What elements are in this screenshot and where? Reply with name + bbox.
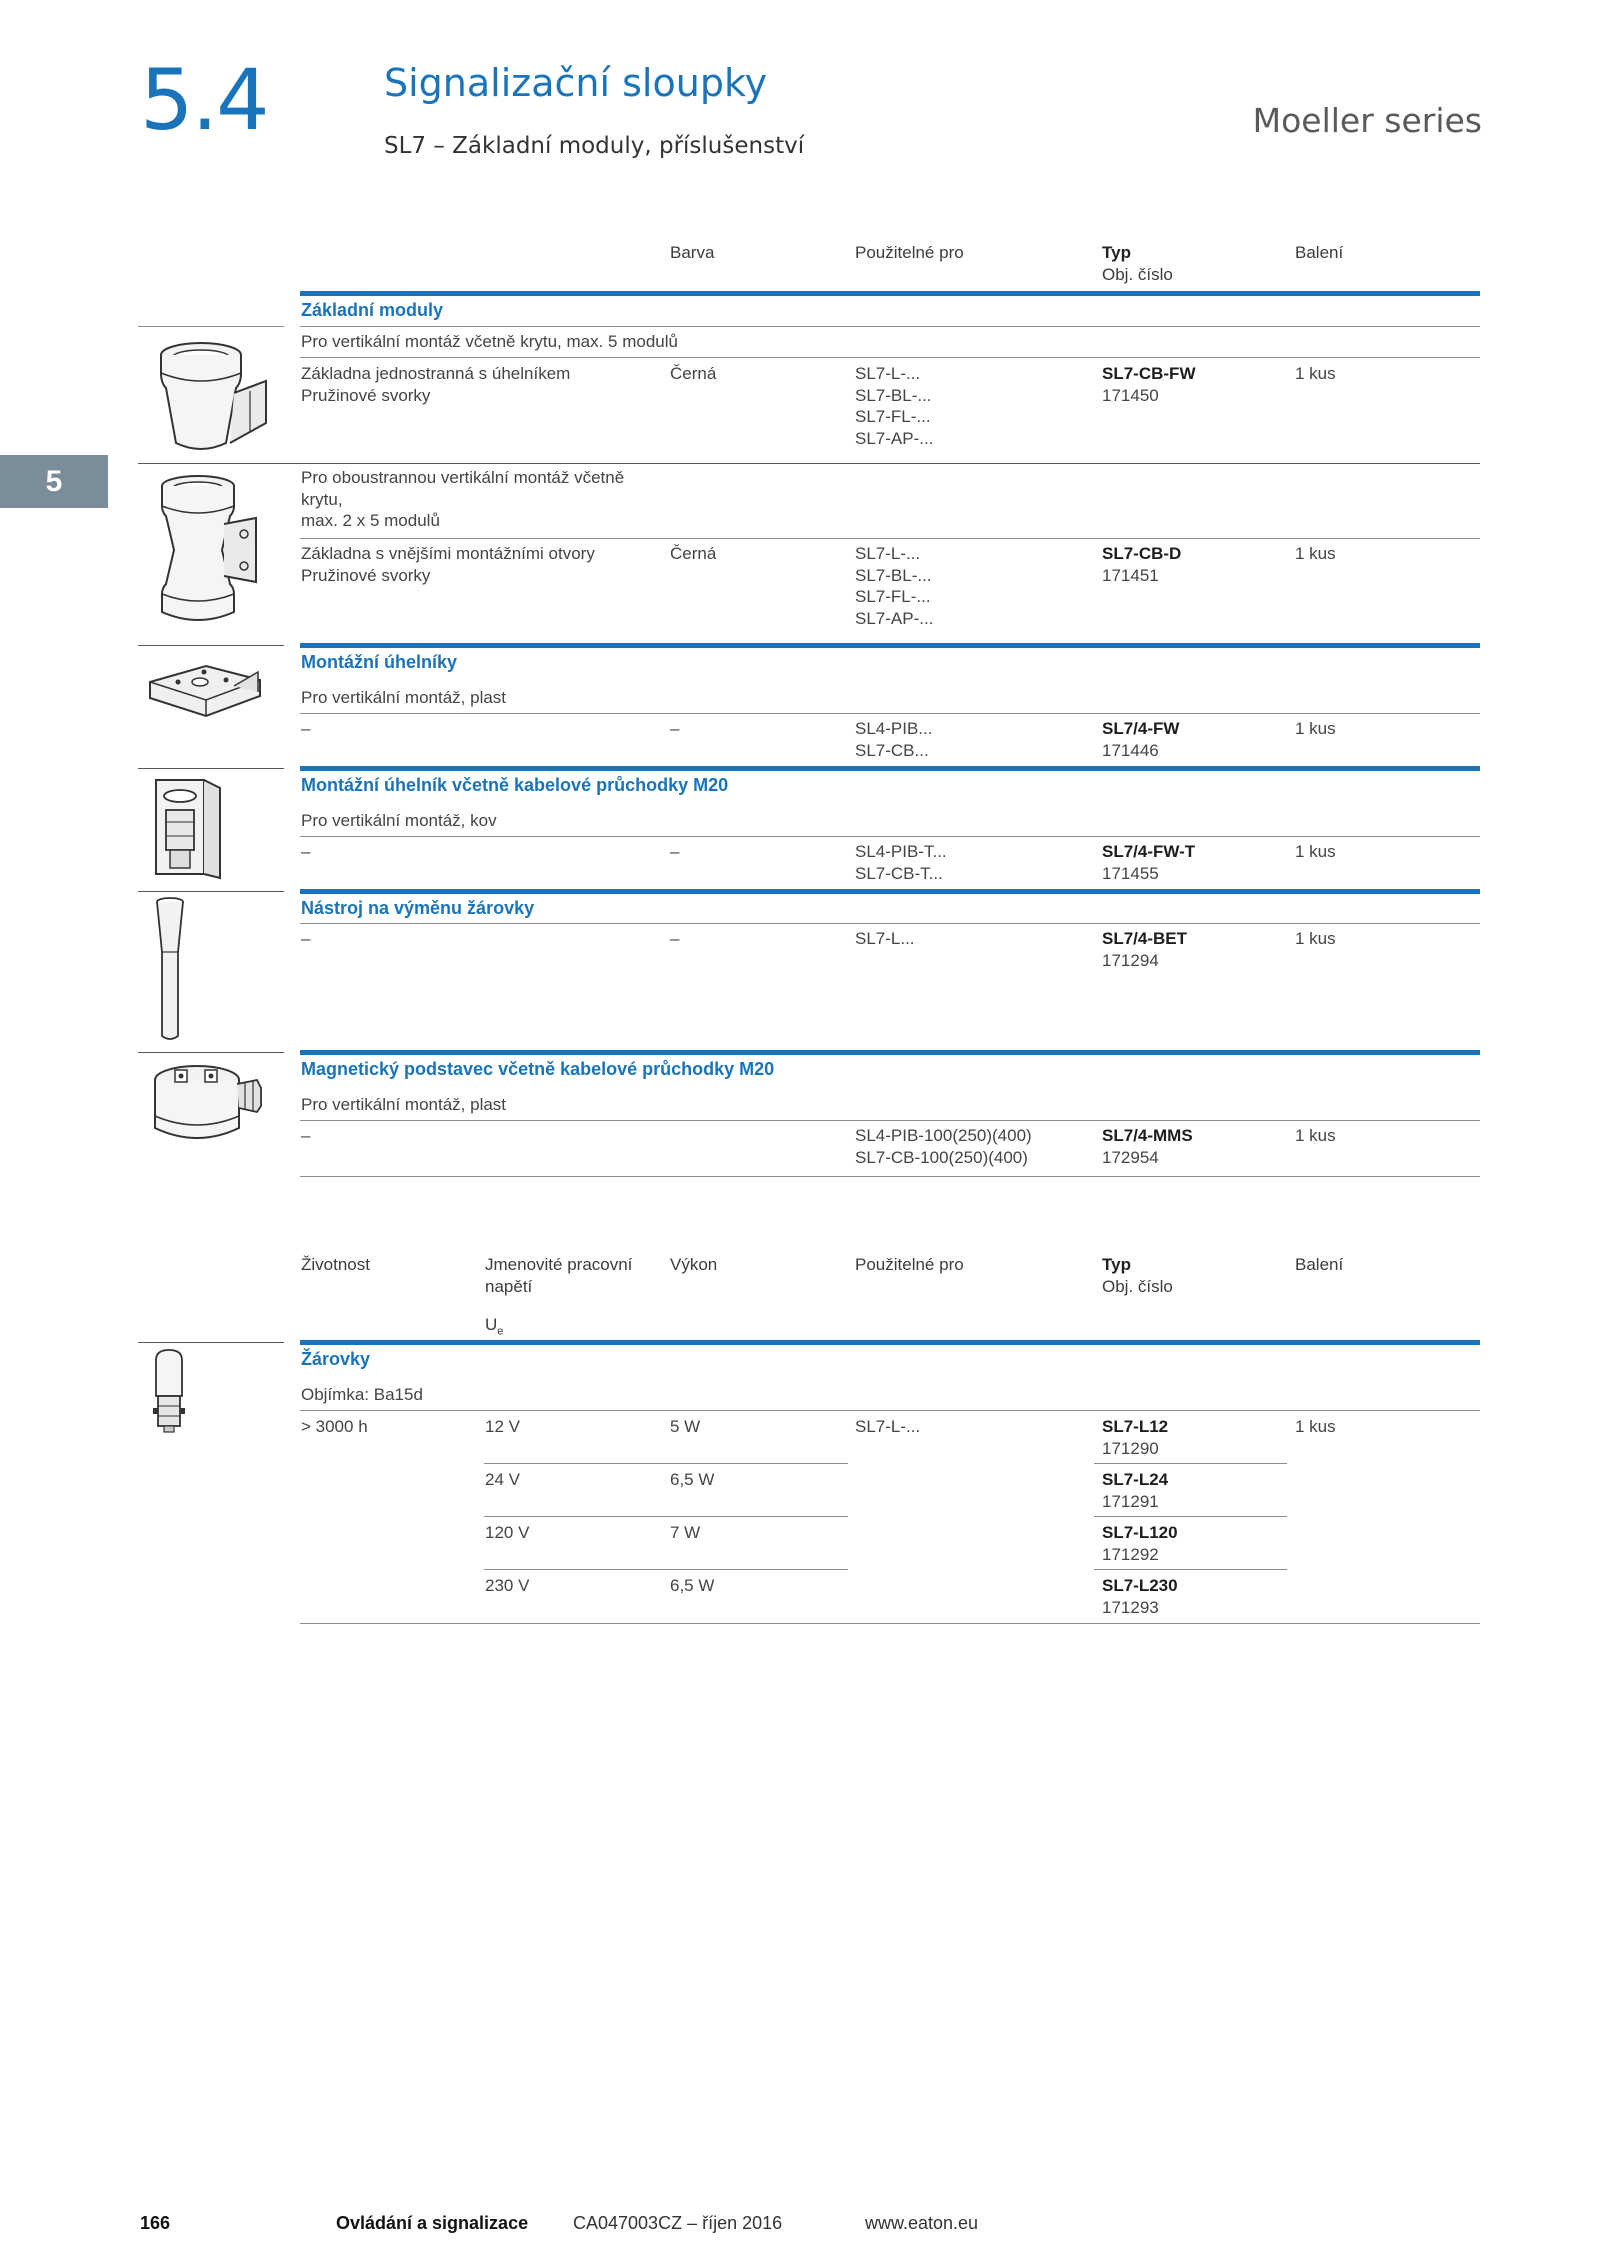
col-header-pouzitelne: Použitelné pro — [855, 243, 964, 262]
article-number: 171294 — [1102, 950, 1159, 970]
image-divider — [138, 768, 284, 769]
metal-bracket-figure — [148, 774, 238, 889]
article-number: 171291 — [1102, 1491, 1159, 1511]
row-divider — [300, 713, 1480, 714]
category-heading: Montážní úhelníky — [301, 652, 458, 672]
group-note: Pro vertikální montáž, kov — [301, 811, 497, 830]
bulb-power: 5 W — [670, 1417, 701, 1436]
article-number: 171290 — [1102, 1438, 1159, 1458]
category-heading: Magnetický podstavec včetně kabelové průchodky M20 — [301, 1059, 775, 1079]
item-description: – — [301, 719, 311, 738]
col-header-ue: $U_e$ — [485, 1315, 504, 1338]
image-divider — [138, 1052, 284, 1053]
item-description: Základna s vnějšími montážními otvory Pružinové svorky — [301, 544, 595, 585]
blue-rule — [300, 889, 1480, 894]
bulb-tool-figure — [150, 896, 190, 1046]
row-divider — [300, 1623, 1480, 1624]
col-header-zivotnost: Životnost — [301, 1255, 370, 1274]
mounting-bracket-figure — [146, 652, 266, 724]
type-code: SL7-CB-D — [1102, 544, 1182, 563]
article-number: 172954 — [1102, 1147, 1159, 1167]
item-type — [1102, 928, 1187, 971]
group-note: Objímka: Ba15d — [301, 1385, 423, 1404]
item-usable-for: SL4-PIB-T... SL7-CB-T... — [855, 842, 947, 883]
blue-rule — [300, 291, 1480, 296]
row-divider — [300, 1120, 1480, 1121]
article-number: 171293 — [1102, 1597, 1159, 1617]
group-note: Pro vertikální montáž včetně krytu, max. 5 modulů — [301, 332, 678, 351]
type-code: SL7-CB-FW — [1102, 364, 1196, 383]
page-number: 166 — [140, 2213, 171, 2233]
image-divider — [138, 326, 284, 327]
category-heading: Žárovky — [301, 1349, 371, 1369]
type-code: SL7/4-BET — [1102, 929, 1188, 948]
row-divider — [300, 836, 1480, 837]
row-divider — [484, 1463, 848, 1464]
blue-rule — [300, 1340, 1480, 1345]
row-divider — [300, 923, 1480, 924]
bulb-power: 6,5 W — [670, 1576, 715, 1595]
col-header-obj: Obj. číslo — [1102, 1277, 1173, 1296]
row-divider — [300, 326, 1480, 327]
col-header-pouzitelne: Použitelné pro — [855, 1255, 964, 1274]
item-usable-for: SL7-L-... SL7-BL-... SL7-FL-... SL7-AP-... — [855, 364, 934, 448]
col-header-baleni: Balení — [1295, 1255, 1344, 1274]
page-subtitle: SL7 – Základní moduly, příslušenství — [384, 133, 805, 159]
item-color: – — [670, 842, 680, 861]
group-note: Pro oboustrannou vertikální montáž včetně krytu, max. 2 x 5 modulů — [301, 468, 625, 530]
item-type — [1102, 1125, 1193, 1168]
item-description: Základna jednostranná s úhelníkem Pružinové svorky — [301, 364, 571, 405]
magnetic-base-figure — [145, 1058, 270, 1153]
page-title: Signalizační sloupky — [384, 61, 768, 105]
type-code: SL7-L120 — [1102, 1523, 1178, 1542]
footer-title: Ovládání a signalizace — [336, 2213, 529, 2233]
item-color: Černá — [670, 364, 717, 383]
item-description: – — [301, 842, 311, 861]
blue-rule — [300, 766, 1480, 771]
item-packaging: 1 kus — [1295, 544, 1336, 563]
item-usable-for: SL4-PIB... SL7-CB... — [855, 719, 933, 760]
image-divider — [138, 645, 284, 646]
article-number: 171451 — [1102, 565, 1159, 585]
section-number: 5.4 — [140, 51, 268, 149]
series-label: Moeller series — [1252, 101, 1482, 140]
col-header-typ: Typ — [1102, 1255, 1131, 1274]
row-divider — [484, 1516, 848, 1517]
item-packaging: 1 kus — [1295, 842, 1336, 861]
item-type — [1102, 543, 1181, 586]
chapter-tab[interactable]: 5 — [0, 455, 108, 508]
bulb-voltage: 12 V — [485, 1417, 520, 1436]
item-color: – — [670, 719, 680, 738]
article-number: 171292 — [1102, 1544, 1159, 1564]
group-note: Pro vertikální montáž, plast — [301, 1095, 507, 1114]
col-header-napeti: Jmenovité pracovní napětí — [485, 1255, 633, 1296]
row-divider — [1094, 1463, 1287, 1464]
item-type — [1102, 841, 1195, 884]
item-description: – — [301, 929, 311, 948]
footer-url[interactable]: www.eaton.eu — [865, 2213, 979, 2233]
bulb-voltage: 120 V — [485, 1523, 530, 1542]
item-usable-for: SL7-L-... SL7-BL-... SL7-FL-... SL7-AP-... — [855, 544, 934, 628]
bulb-lifetime: > 3000 h — [301, 1417, 368, 1436]
row-divider — [300, 1176, 1480, 1177]
image-divider — [138, 891, 284, 892]
item-usable-for: SL7-L-... — [855, 1417, 921, 1436]
type-code: SL7-L12 — [1102, 1417, 1169, 1436]
type-code: SL7-L24 — [1102, 1470, 1169, 1489]
row-divider — [300, 357, 1480, 358]
row-divider — [1094, 1516, 1287, 1517]
item-packaging: 1 kus — [1295, 1417, 1336, 1436]
type-code: SL7-L230 — [1102, 1576, 1178, 1595]
row-divider — [300, 1410, 1480, 1411]
category-heading: Nástroj na výměnu žárovky — [301, 898, 535, 918]
item-packaging: 1 kus — [1295, 364, 1336, 383]
category-heading: Základní moduly — [301, 300, 444, 320]
blue-rule — [300, 643, 1480, 648]
group-note: Pro vertikální montáž, plast — [301, 688, 507, 707]
item-color: Černá — [670, 544, 717, 563]
item-type — [1102, 1522, 1178, 1565]
bulb-power: 6,5 W — [670, 1470, 715, 1489]
category-heading: Montážní úhelník včetně kabelové průchodky M20 — [301, 775, 729, 795]
group-divider — [138, 463, 1480, 464]
type-code: SL7/4-FW — [1102, 719, 1180, 738]
col-header-baleni: Balení — [1295, 243, 1344, 262]
item-color: – — [670, 929, 680, 948]
row-divider — [300, 538, 1480, 539]
item-type — [1102, 1469, 1168, 1512]
item-packaging: 1 kus — [1295, 719, 1336, 738]
row-divider — [484, 1569, 848, 1570]
col-header-vykon: Výkon — [670, 1255, 718, 1274]
row-divider — [1094, 1569, 1287, 1570]
item-usable-for: SL7-L... — [855, 929, 915, 948]
article-number: 171446 — [1102, 740, 1159, 760]
col-header-typ: Typ — [1102, 243, 1131, 262]
article-number: 171455 — [1102, 863, 1159, 883]
type-code: SL7/4-FW-T — [1102, 842, 1196, 861]
bulb-voltage: 24 V — [485, 1470, 520, 1489]
footer-doc: CA047003CZ – říjen 2016 — [573, 2213, 783, 2233]
col-header-obj: Obj. číslo — [1102, 265, 1173, 284]
base-single-sided-figure — [146, 333, 276, 458]
blue-rule — [300, 1050, 1480, 1055]
item-type — [1102, 1575, 1178, 1618]
item-type — [1102, 1416, 1168, 1459]
image-divider — [138, 1342, 284, 1343]
bulb-power: 7 W — [670, 1523, 701, 1542]
type-code: SL7/4-MMS — [1102, 1126, 1193, 1145]
item-packaging: 1 kus — [1295, 1126, 1336, 1145]
item-type — [1102, 718, 1179, 761]
article-number: 171450 — [1102, 385, 1159, 405]
col-header-barva: Barva — [670, 243, 715, 262]
bulb-voltage: 230 V — [485, 1576, 530, 1595]
item-usable-for: SL4-PIB-100(250)(400) SL7-CB-100(250)(400) — [855, 1126, 1032, 1167]
item-type — [1102, 363, 1195, 406]
base-double-sided-figure — [148, 472, 268, 632]
item-description: – — [301, 1126, 311, 1145]
item-packaging: 1 kus — [1295, 929, 1336, 948]
bulb-figure — [148, 1348, 190, 1438]
